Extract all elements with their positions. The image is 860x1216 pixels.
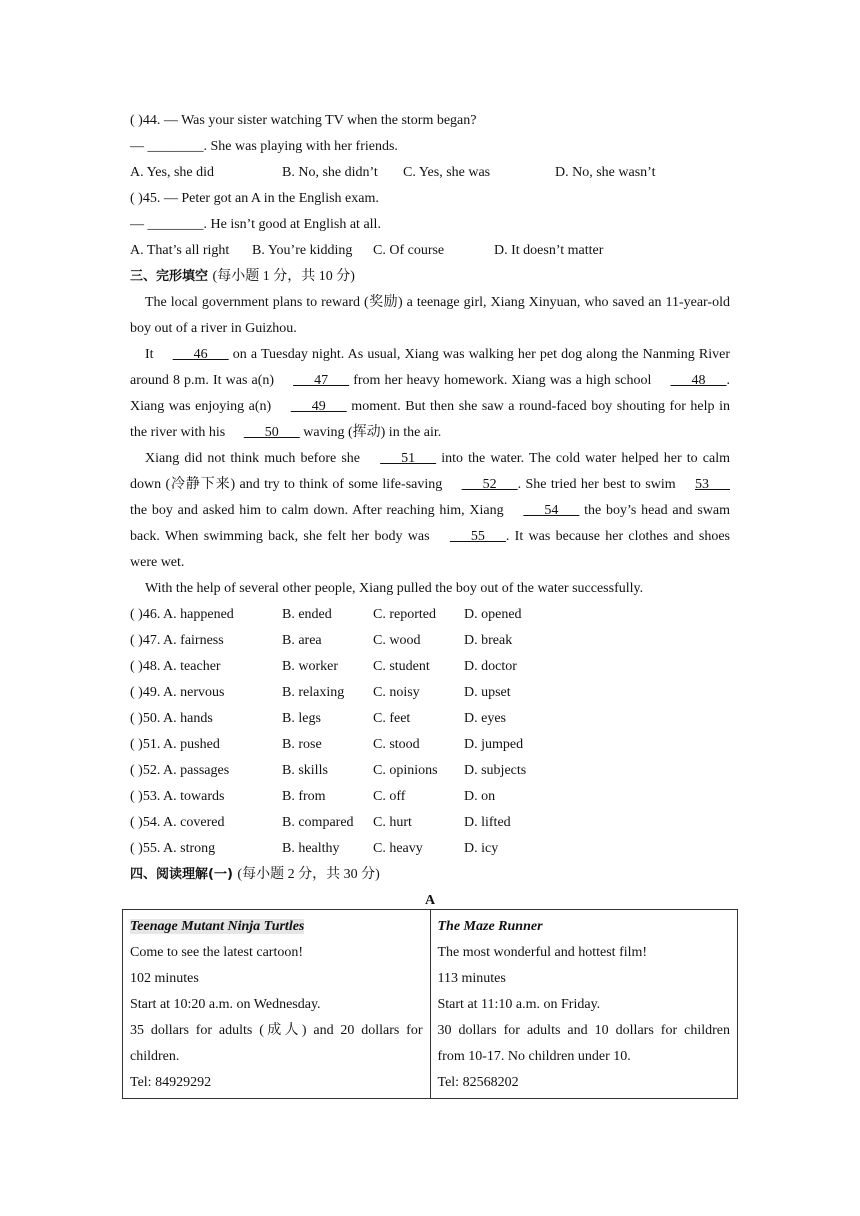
ad-cell-right [430, 910, 738, 1099]
blank-53: 53 [695, 477, 730, 492]
blank-54: 54 [523, 503, 580, 518]
choice-option-c: C. off [373, 789, 406, 804]
option-c: C. Of course [373, 243, 445, 258]
choice-row [130, 602, 730, 628]
choice-option-a: ( )48. A. teacher [130, 659, 221, 674]
choice-option-a: ( )55. A. strong [130, 841, 216, 856]
choice-option-a: ( )54. A. covered [130, 815, 225, 830]
choice-row [130, 836, 730, 862]
choice-option-b: B. relaxing [282, 685, 345, 700]
passage-paragraph-2 [130, 342, 730, 446]
choice-row [130, 784, 730, 810]
choice-option-a: ( )46. A. happened [130, 607, 234, 622]
choice-row [130, 654, 730, 680]
option-b: B. You’re kidding [252, 243, 353, 258]
choice-row [130, 810, 730, 836]
section-3-note: (每小题 1 分，共 10 分) [212, 269, 355, 284]
passage-text: . It was because her clothes and shoes were wet. [130, 529, 730, 570]
movie-title: The Maze Runner [437, 919, 543, 934]
passage-text: waving (挥动) in the air. [299, 425, 442, 440]
choice-option-d: D. opened [464, 607, 522, 622]
choice-list [130, 602, 730, 862]
choice-row [130, 732, 730, 758]
section-4-title: 四、阅读理解(一) [130, 867, 233, 882]
question-44-reply: — ________. She was playing with her friends. [130, 139, 398, 154]
choice-option-b: B. compared [282, 815, 354, 830]
passage-text: into the water. The cold water helped her to calm down (冷静下来) and try to think of some life-saving [130, 451, 730, 492]
option-a: A. That’s all right [130, 243, 230, 258]
movie-tel: Tel: 82568202 [437, 1075, 519, 1090]
choice-option-b: B. healthy [282, 841, 340, 856]
choice-option-d: D. icy [464, 841, 499, 856]
option-d: D. It doesn’t matter [494, 243, 604, 258]
passage-text: moment. But then she saw a round-faced boy shouting for help in the river with his [130, 399, 730, 440]
choice-option-c: C. student [373, 659, 430, 674]
blank-52: 52 [461, 477, 518, 492]
blank-46: 46 [172, 347, 229, 362]
choice-option-a: ( )53. A. towards [130, 789, 225, 804]
section-4-heading [130, 862, 730, 888]
passage-text: . She tried her best to swim [517, 477, 680, 492]
choice-option-c: C. wood [373, 633, 421, 648]
choice-option-c: C. feet [373, 711, 411, 726]
choice-option-b: B. legs [282, 711, 321, 726]
movie-tagline: The most wonderful and hottest film! [437, 945, 648, 960]
blank-50: 50 [243, 425, 300, 440]
passage-text: the boy’s head and swam back. When swimming back, she felt her body was [130, 503, 730, 544]
blank-51: 51 [380, 451, 437, 466]
section-4-note: (每小题 2 分，共 30 分) [237, 867, 380, 882]
question-44-stem: ( )44. — Was your sister watching TV when the storm began? [130, 113, 477, 128]
blank-47: 47 [293, 373, 350, 388]
worksheet-page [130, 108, 730, 914]
choice-option-a: ( )49. A. nervous [130, 685, 225, 700]
option-a: A. Yes, she did [130, 165, 215, 180]
choice-option-d: D. on [464, 789, 496, 804]
movie-duration: 113 minutes [437, 971, 506, 986]
passage-paragraph-3 [130, 446, 730, 576]
choice-option-b: B. from [282, 789, 326, 804]
passage-paragraph-1: The local government plans to reward (奖励) a teenage girl, Xiang Xinyuan, who saved an 11-year-old boy out of a river in Guizhou. [130, 295, 730, 336]
option-c: C. Yes, she was [403, 165, 491, 180]
choice-row [130, 758, 730, 784]
movie-tel: Tel: 84929292 [130, 1075, 212, 1090]
choice-option-d: D. lifted [464, 815, 511, 830]
choice-option-d: D. subjects [464, 763, 527, 778]
choice-option-a: ( )50. A. hands [130, 711, 213, 726]
blank-48: 48 [670, 373, 727, 388]
movie-start: Start at 11:10 a.m. on Friday. [437, 997, 601, 1012]
movie-title: Teenage Mutant Ninja Turtles [130, 919, 305, 934]
choice-option-c: C. opinions [373, 763, 438, 778]
choice-option-d: D. doctor [464, 659, 517, 674]
movie-ads-table [122, 909, 738, 1099]
question-45-reply: — ________. He isn’t good at English at all. [130, 217, 381, 232]
choice-option-a: ( )47. A. fairness [130, 633, 224, 648]
blank-55: 55 [449, 529, 506, 544]
passage-text: It [145, 347, 158, 362]
choice-option-b: B. rose [282, 737, 322, 752]
choice-row [130, 628, 730, 654]
question-45-stem: ( )45. — Peter got an A in the English exam. [130, 191, 379, 206]
blank-49: 49 [290, 399, 347, 414]
choice-option-d: D. jumped [464, 737, 524, 752]
movie-price: 30 dollars for adults and 10 dollars for children from 10-17. No children under 10. [437, 1023, 730, 1064]
section-3-heading [130, 264, 730, 290]
choice-option-b: B. area [282, 633, 322, 648]
choice-row [130, 706, 730, 732]
passage-text: the boy and asked him to calm down. After reaching him, Xiang [130, 503, 509, 518]
question-44-options [130, 160, 730, 186]
choice-row [130, 680, 730, 706]
ad-cell-left [123, 910, 431, 1099]
option-d: D. No, she wasn’t [555, 165, 656, 180]
part-label: A [424, 893, 436, 908]
choice-option-c: C. noisy [373, 685, 420, 700]
choice-option-a: ( )51. A. pushed [130, 737, 220, 752]
choice-option-d: D. break [464, 633, 513, 648]
choice-option-c: C. hurt [373, 815, 412, 830]
choice-option-c: C. stood [373, 737, 420, 752]
passage-text: on a Tuesday night. As usual, Xiang was walking her pet dog along the Nanming River around 8 p.m. It was a(n) [130, 347, 730, 388]
passage-text: from her heavy homework. Xiang was a high school [349, 373, 656, 388]
choice-option-b: B. ended [282, 607, 332, 622]
passage-text: . Xiang was enjoying a(n) [130, 373, 730, 414]
question-45-options [130, 238, 730, 264]
choice-option-b: B. worker [282, 659, 338, 674]
option-b: B. No, she didn’t [282, 165, 378, 180]
section-3-title: 三、完形填空 [130, 269, 209, 284]
movie-tagline: Come to see the latest cartoon! [130, 945, 303, 960]
movie-start: Start at 10:20 a.m. on Wednesday. [130, 997, 321, 1012]
choice-option-a: ( )52. A. passages [130, 763, 230, 778]
passage-text: Xiang did not think much before she [145, 451, 366, 466]
movie-duration: 102 minutes [130, 971, 199, 986]
passage-paragraph-4: With the help of several other people, Xiang pulled the boy out of the water successfully. [145, 581, 644, 596]
choice-option-b: B. skills [282, 763, 328, 778]
choice-option-d: D. eyes [464, 711, 506, 726]
choice-option-d: D. upset [464, 685, 511, 700]
movie-price: 35 dollars for adults (成人) and 20 dollars for children. [130, 1023, 423, 1064]
choice-option-c: C. reported [373, 607, 436, 622]
choice-option-c: C. heavy [373, 841, 423, 856]
